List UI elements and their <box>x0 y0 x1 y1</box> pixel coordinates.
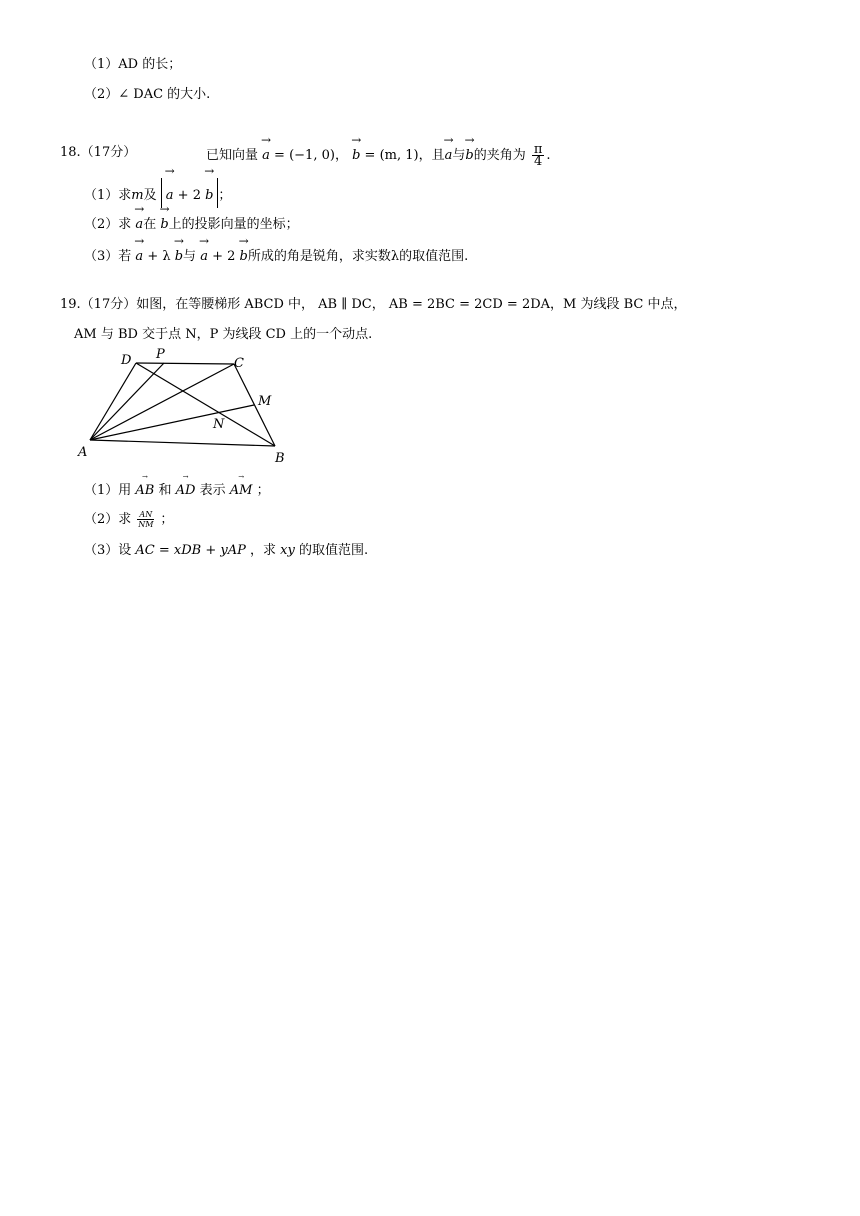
q18-number: 18.（17分） <box>60 145 137 160</box>
q19-part2: （2）求 $\frac{AN}{NM}$ ； <box>84 510 174 529</box>
vector-a: → a <box>262 147 270 165</box>
q19-part1: （1）用 → AB 和 → AD 表示 → AM ； <box>84 482 270 500</box>
q18-b-value: (m, 1) <box>379 148 419 163</box>
label-P: P <box>156 347 165 362</box>
label-D: D <box>121 353 132 368</box>
q19-part3: （3）设 AC = xDB + yAP ，求 xy 的取值范围. <box>84 543 369 558</box>
trapezoid-figure <box>74 344 294 468</box>
label-M: M <box>258 394 272 409</box>
vector-b: → b <box>352 147 360 165</box>
label-N: N <box>213 417 225 432</box>
q19-stem-line2: AM 与 BD 交于点 N，P 为线段 CD 上的一个动点. <box>74 327 373 342</box>
q19-ratio-fraction: $\frac{AN}{NM}$ <box>138 510 154 529</box>
q18-part2: （2）求 → a在 → b上的投影向量的坐标； <box>84 216 299 234</box>
q19-vector-equation: AC = xDB + yAP <box>135 543 246 558</box>
q18-a-value: (−1, 0) <box>289 148 335 163</box>
q18-part3: （3）若 → a + λ → b与 → a + 2 → b所成的角是锐角，求实数λ的取值范围. <box>84 248 468 266</box>
q19-stem-line1: 19.（17分）如图，在等腰梯形 ABCD 中， AB ∥ DC， AB = 2BC = 2CD = 2DA，M 为线段 BC 中点， <box>60 297 687 312</box>
q18-angle-fraction: $\frac{\pi}{4}$ <box>533 142 543 169</box>
q19-number: 19.（17分） <box>60 297 137 312</box>
q17-part2: （2）∠ DAC 的大小. <box>84 87 211 102</box>
label-B: B <box>275 451 285 466</box>
label-C: C <box>234 356 244 371</box>
q18-part1: （1）求m及 → a + 2 → b ； <box>84 178 231 208</box>
q18-stem: 已知向量 → a = (−1, 0)， → b = (m, 1)，且→ a与→ b的夹角为 $\frac{\pi}{4}$ . <box>206 144 551 167</box>
label-A: A <box>78 445 88 460</box>
q18-magnitude: → a + 2 → b <box>161 178 219 208</box>
q17-part1: （1）AD 的长； <box>84 57 182 72</box>
